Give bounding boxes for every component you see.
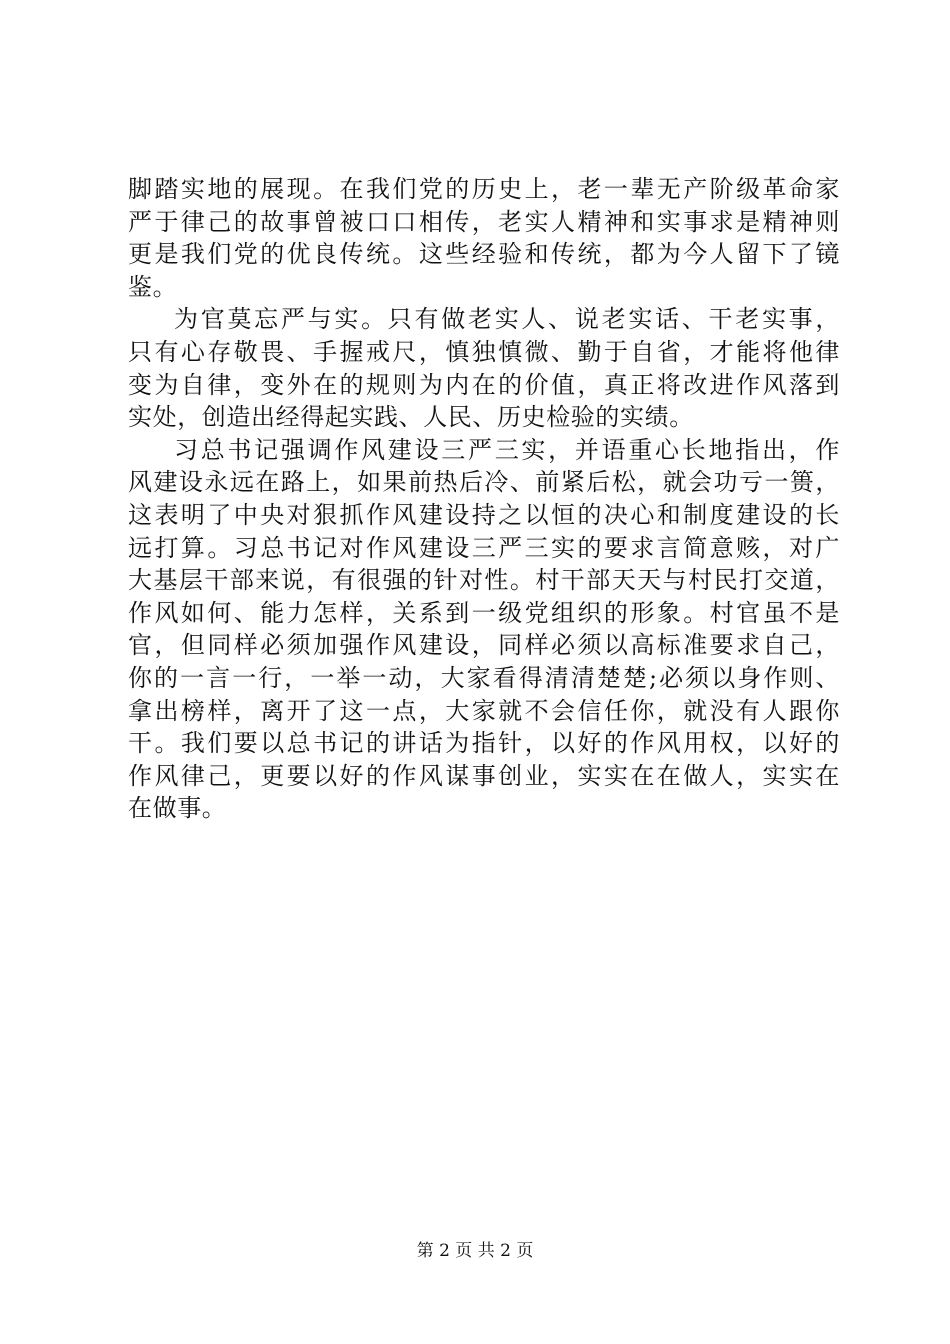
text-line: 只有心存敬畏、手握戒尺，慎独慎微、勤于自省，才能将他律 — [128, 337, 840, 366]
text-line: 严于律己的故事曾被口口相传，老实人精神和实事求是精神则 — [128, 207, 840, 236]
text-line: 你的一言一行，一举一动，大家看得清清楚楚;必须以身作则、 — [128, 663, 840, 692]
page-footer: 第 2 页 共 2 页 — [416, 1241, 534, 1261]
text-line: 干。我们要以总书记的讲话为指针，以好的作风用权，以好的 — [128, 729, 840, 758]
text-line: 官，但同样必须加强作风建设，同样必须以高标准要求自己， — [128, 631, 840, 660]
text-line: 脚踏实地的展现。在我们党的历史上，老一辈无产阶级革命家 — [128, 175, 840, 203]
text-line: 在做事。 — [128, 794, 227, 823]
document-body — [128, 173, 840, 825]
text-line: 风建设永远在路上，如果前热后冷、前紧后松，就会功亏一篑， — [128, 468, 840, 497]
text-line: 远打算。习总书记对作风建设三严三实的要求言简意赅，对广 — [128, 533, 840, 562]
text-line: 鉴。 — [128, 272, 178, 301]
text-line: 变为自律，变外在的规则为内在的价值，真正将改进作风落到 — [128, 370, 840, 399]
text-line: 实处，创造出经得起实践、人民、历史检验的实绩。 — [128, 403, 694, 432]
text-line: 拿出榜样，离开了这一点，大家就不会信任你，就没有人跟你 — [128, 696, 840, 725]
text-line: 习总书记强调作风建设三严三实，并语重心长地指出，作 — [174, 435, 840, 464]
text-line: 这表明了中央对狠抓作风建设持之以恒的决心和制度建设的长 — [128, 500, 840, 529]
text-line: 更是我们党的优良传统。这些经验和传统，都为今人留下了镜 — [128, 240, 840, 269]
text-line: 作风如何、能力怎样，关系到一级党组织的形象。村官虽不是 — [128, 598, 840, 627]
text-line: 为官莫忘严与实。只有做老实人、说老实话、干老实事， — [174, 305, 840, 334]
text-line: 大基层干部来说，有很强的针对性。村干部天天与村民打交道， — [128, 566, 840, 595]
text-line: 作风律己，更要以好的作风谋事创业，实实在在做人，实实在 — [128, 761, 840, 790]
